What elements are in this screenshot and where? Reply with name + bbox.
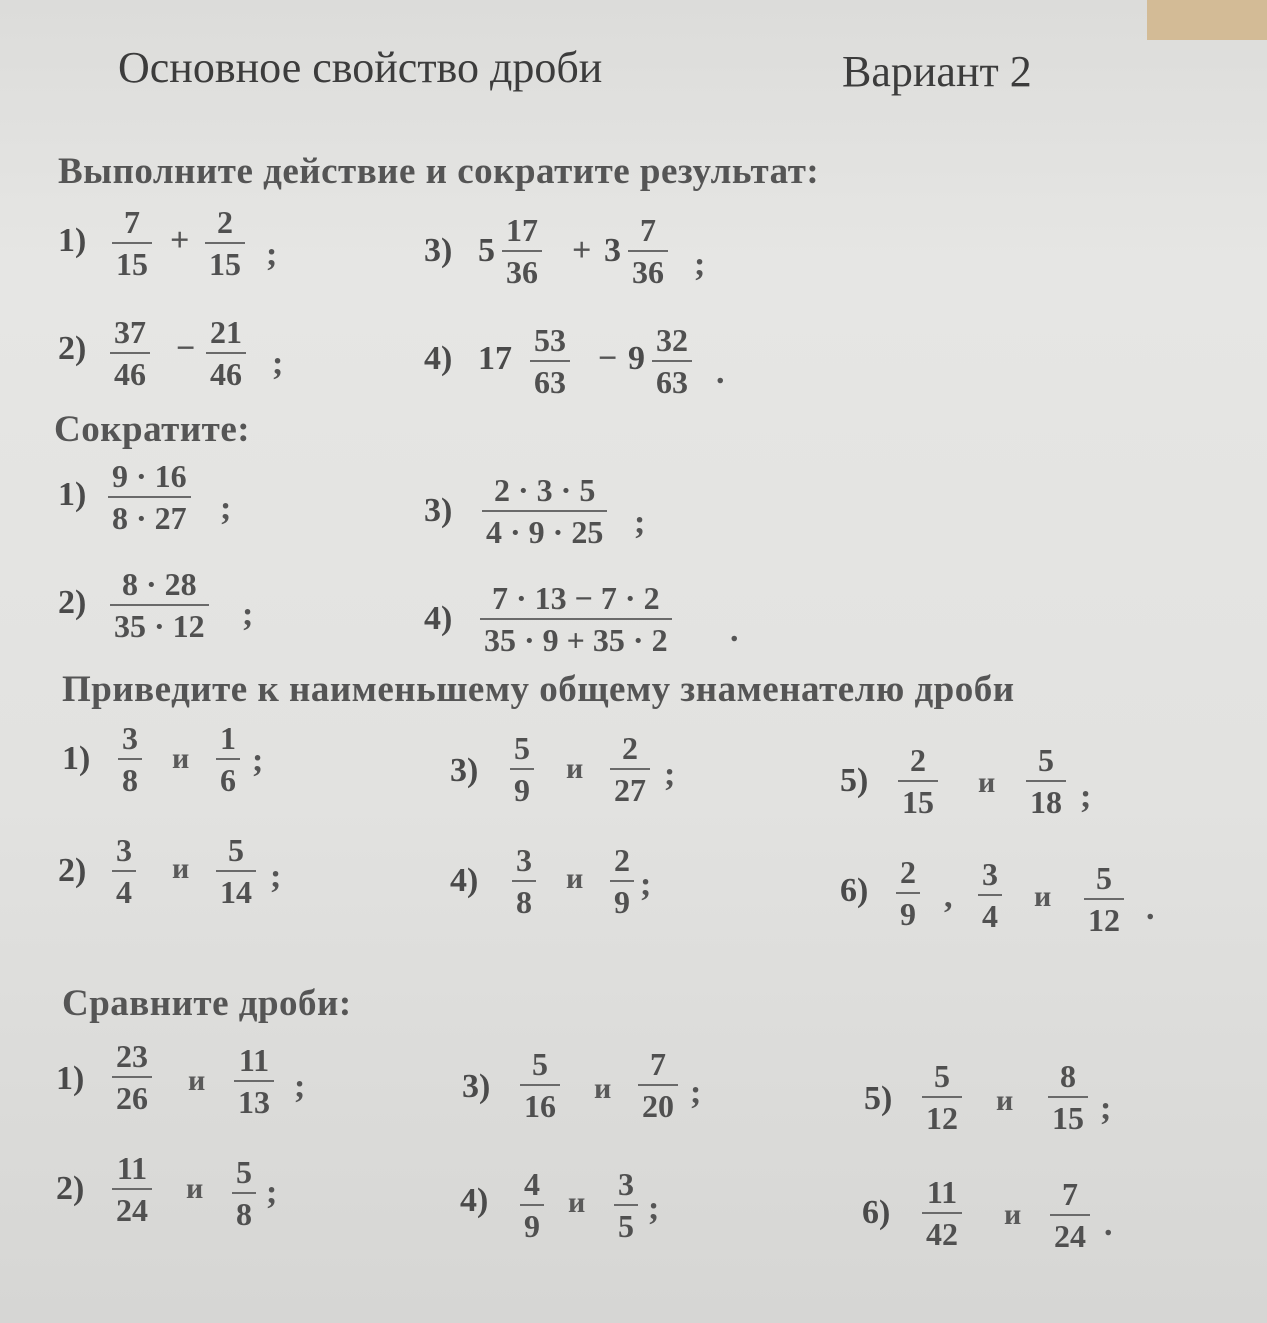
fraction: $\frac{32}{63}$ (652, 324, 692, 398)
section2-heading: Сократите: (54, 409, 251, 450)
fraction: $\frac{53}{63}$ (530, 324, 570, 398)
fraction: $\frac{2}{15}$ (898, 744, 938, 818)
fraction: $\frac{7}{15}$ (112, 206, 152, 280)
fraction: $\frac{3}{8}$ (118, 722, 142, 796)
fraction: $\frac{37}{46}$ (110, 316, 150, 390)
fraction: $\frac{17}{36}$ (502, 214, 542, 288)
worksheet-page: Основное свойство дроби Вариант 2 Выполните действие и сократите результат: 1) $\frac{7}{15}$ + $\frac{2}{15}$ ; 2) $\frac{37}{46}$ − $\frac{21}{46}$ ; 3) 5 $\frac{17}{36}$ + 3 $\frac{7}{36}$ ; 4) 17 $\frac{53}{63}$ − 9 $\frac{32}{63}$ . Сократите: 1) $\frac{9 \cdot 16}{8 \cdot 27}$ ; 2) $\frac{8 \cdot 28}{35 \cdot 12}$ ; 3) $\frac{2 \cdot 3 \cdot 5}{4 \cdot 9 \cdot 25}$ ; 4) $\frac{7 \cdot 13 - 7 \cdot 2}{35 \cdot 9 + 35 \cdot 2}$ . Приведите к наименьшему общему знаменателю дроби 1) $\frac{3}{8}$ и $\frac{1}{6}$ ; 2) $\frac{3}{4}$ и $\frac{5}{14}$ ; 3) $\frac{5}{9}$ и $\frac{2}{27}$ ; 4) $\frac{3}{8}$ и $\frac{2}{9}$ ; 5) $\frac{2}{15}$ и $\frac{5}{18}$ ; 6) $\frac{2}{9}$ , $\frac{3}{4}$ и $\frac{5}{12}$ . Сравните дроби: 1) $\frac{23}{26}$ и $\frac{11}{13}$ ; 2) $\frac{11}{24}$ и $\frac{5}{8}$ ; 3) $\frac{5}{16}$ и $\frac{7}{20}$ ; 4) $\frac{4}{9}$ и $\frac{3}{5}$ ; 5) $\frac{5}{12}$ и $\frac{8}{15}$ ; 6) $\frac{11}{42}$ и $\frac{7}{24}$ . (0, 0, 1267, 1323)
fraction: $\frac{5}{18}$ (1026, 744, 1066, 818)
fraction: $\frac{23}{26}$ (112, 1040, 152, 1114)
fraction: $\frac{5}{8}$ (232, 1156, 256, 1230)
fraction: $\frac{3}{8}$ (512, 844, 536, 918)
fraction: $\frac{7}{24}$ (1050, 1178, 1090, 1252)
fraction: $\frac{2 \cdot 3 \cdot 5}{4 \cdot 9 \cdot 25}$ (482, 474, 607, 548)
fraction: $\frac{7}{20}$ (638, 1048, 678, 1122)
fraction: $\frac{11}{24}$ (112, 1152, 152, 1226)
fraction: $\frac{8 \cdot 28}{35 \cdot 12}$ (110, 568, 209, 642)
fraction: $\frac{7 \cdot 13 - 7 \cdot 2}{35 \cdot 9 + 35 \cdot 2}$ (480, 582, 672, 656)
fraction: $\frac{5}{12}$ (922, 1060, 962, 1134)
fraction: $\frac{21}{46}$ (206, 316, 246, 390)
fraction: $\frac{1}{6}$ (216, 722, 240, 796)
fraction: $\frac{7}{36}$ (628, 214, 668, 288)
variant-label: Вариант 2 (842, 47, 1032, 96)
fraction: $\frac{2}{27}$ (610, 732, 650, 806)
fraction: $\frac{2}{9}$ (610, 844, 634, 918)
fraction: $\frac{9 \cdot 16}{8 \cdot 27}$ (108, 460, 191, 534)
fraction: $\frac{11}{42}$ (922, 1176, 962, 1250)
worksheet-title: Основное свойство дроби (118, 43, 603, 92)
fraction: $\frac{2}{9}$ (896, 856, 920, 930)
fraction: $\frac{5}{14}$ (216, 834, 256, 908)
fraction: $\frac{4}{9}$ (520, 1168, 544, 1242)
fraction: $\frac{3}{5}$ (614, 1168, 638, 1242)
section1-heading: Выполните действие и сократите результат: (58, 151, 820, 192)
section3-heading: Приведите к наименьшему общему знаменателю дроби (62, 669, 1015, 710)
fraction: $\frac{5}{16}$ (520, 1048, 560, 1122)
fraction: $\frac{8}{15}$ (1048, 1060, 1088, 1134)
fraction: $\frac{11}{13}$ (234, 1044, 274, 1118)
fraction: $\frac{3}{4}$ (112, 834, 136, 908)
fraction: $\frac{5}{9}$ (510, 732, 534, 806)
fraction: $\frac{5}{12}$ (1084, 862, 1124, 936)
fraction: $\frac{2}{15}$ (205, 206, 245, 280)
table-surface (1147, 0, 1267, 40)
fraction: $\frac{3}{4}$ (978, 858, 1002, 932)
section4-heading: Сравните дроби: (62, 983, 352, 1024)
